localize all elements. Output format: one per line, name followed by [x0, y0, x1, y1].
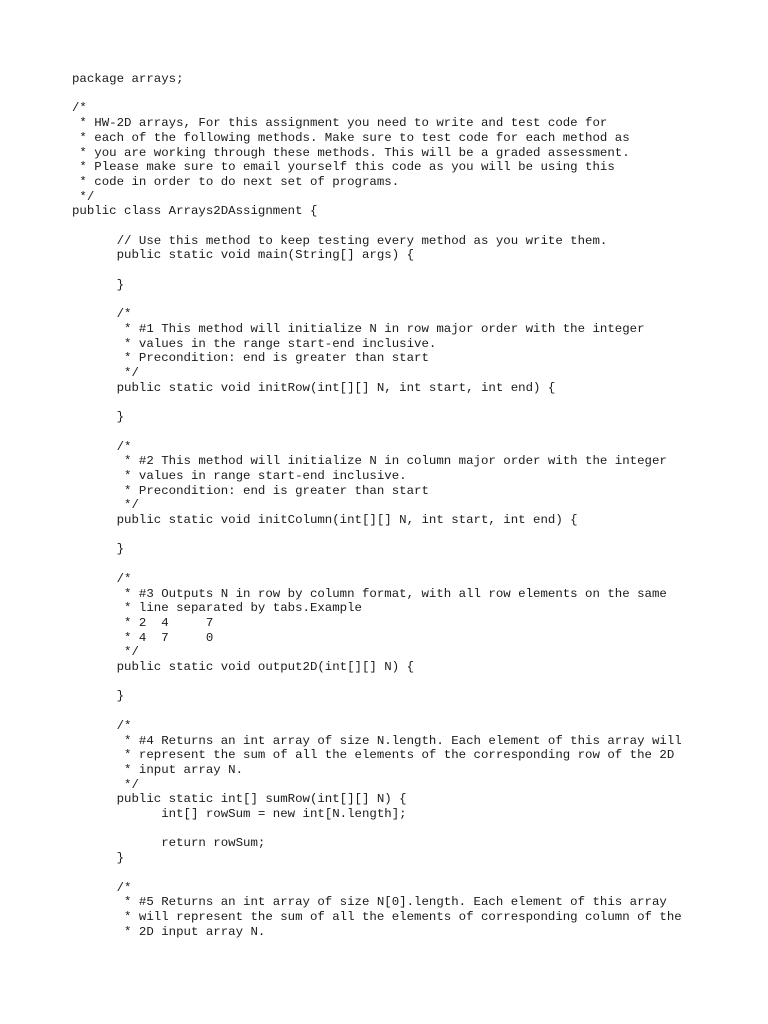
code-line: /*	[72, 571, 132, 586]
code-line: public class Arrays2DAssignment {	[72, 204, 318, 219]
code-line: * #1 This method will initialize N in row major order with the integer	[72, 321, 645, 336]
code-line: * values in the range start-end inclusive.	[72, 336, 437, 351]
code-line: * represent the sum of all the elements of the corresponding row of the 2D	[72, 748, 675, 763]
code-line: /*	[72, 439, 132, 454]
code-line: */	[72, 645, 139, 660]
code-line: /*	[72, 307, 132, 322]
code-line: }	[72, 689, 125, 704]
code-line: public static void initRow(int[][] N, int start, int end) {	[72, 380, 556, 395]
code-line: * #4 Returns an int array of size N.length. Each element of this array will	[72, 733, 682, 748]
code-line: // Use this method to keep testing every method as you write them.	[72, 233, 608, 248]
code-line: public static void output2D(int[][] N) {	[72, 660, 415, 674]
code-line: * #5 Returns an int array of size N[0].length. Each element of this array	[72, 895, 667, 910]
code-line: }	[72, 277, 125, 292]
code-line: public static int[] sumRow(int[][] N) {	[72, 792, 407, 807]
code-line: * #2 This method will initialize N in column major order with the integer	[72, 454, 667, 469]
code-line: * Please make sure to email yourself this code as you will be using this	[72, 160, 615, 175]
code-line: * HW-2D arrays, For this assignment you need to write and test code for	[72, 116, 608, 131]
code-line: * 2D input array N.	[72, 924, 266, 939]
code-line: int[] rowSum = new int[N.length];	[72, 807, 407, 821]
code-line: * will represent the sum of all the elements of corresponding column of the	[72, 909, 682, 924]
code-line: }	[72, 542, 125, 557]
code-line: /*	[72, 718, 132, 733]
code-line: package arrays;	[72, 72, 184, 86]
code-line: /*	[72, 880, 132, 895]
code-line: */	[72, 366, 139, 380]
code-line: }	[72, 851, 125, 866]
code-line: * Precondition: end is greater than start	[72, 351, 429, 366]
code-line: * Precondition: end is greater than start	[72, 483, 429, 498]
code-line: /*	[72, 101, 87, 116]
code-line: public static void initColumn(int[][] N, int start, int end) {	[72, 513, 578, 527]
code-line: return rowSum;	[72, 836, 266, 851]
code-line: public static void main(String[] args) {	[72, 248, 415, 263]
code-line: * 4 7 0	[72, 630, 214, 645]
code-line: */	[72, 189, 95, 204]
code-line: */	[72, 498, 139, 513]
code-line: * values in range start-end inclusive.	[72, 468, 407, 483]
code-line: * line separated by tabs.Example	[72, 601, 362, 616]
code-line: * 2 4 7	[72, 615, 214, 630]
code-line: }	[72, 410, 125, 425]
code-line: * #3 Outputs N in row by column format, with all row elements on the same	[72, 586, 667, 601]
code-line: * each of the following methods. Make sure to test code for each method as	[72, 130, 630, 145]
code-line: */	[72, 777, 139, 792]
code-line: * you are working through these methods. This will be a graded assessment.	[72, 145, 630, 160]
code-line: * input array N.	[72, 762, 244, 777]
code-line: * code in order to do next set of programs.	[72, 174, 400, 189]
